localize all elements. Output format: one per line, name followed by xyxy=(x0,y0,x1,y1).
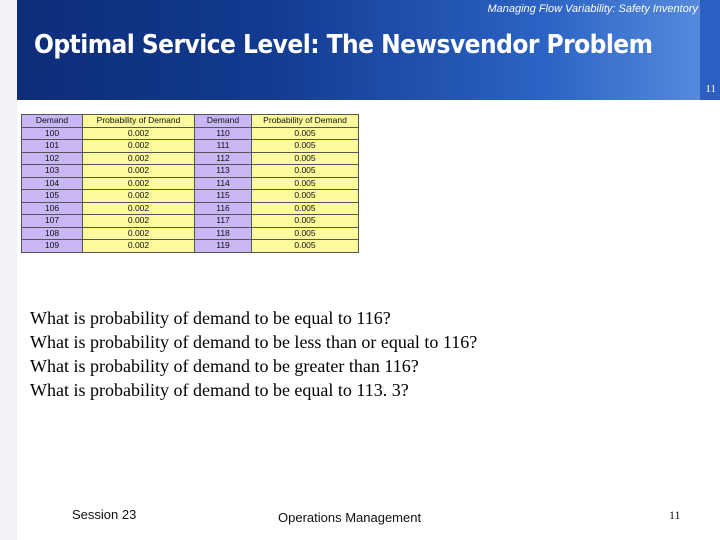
question-item: What is probability of demand to be greater than 116? xyxy=(30,356,419,376)
demand-cell: 101 xyxy=(22,140,83,153)
probability-cell: 0.005 xyxy=(252,227,359,240)
demand-cell: 118 xyxy=(195,227,252,240)
demand-cell: 115 xyxy=(195,190,252,203)
probability-cell: 0.002 xyxy=(83,190,195,203)
probability-cell: 0.002 xyxy=(83,152,195,165)
probability-cell: 0.005 xyxy=(252,177,359,190)
table-row xyxy=(22,177,359,190)
header-probability-2: Probability of Demand xyxy=(252,115,359,128)
question-item: What is probability of demand to be equal to 116? xyxy=(30,308,391,328)
demand-cell: 108 xyxy=(22,227,83,240)
table-row xyxy=(22,140,359,153)
probability-cell: 0.002 xyxy=(83,127,195,140)
table-header-row xyxy=(22,115,359,128)
demand-cell: 113 xyxy=(195,165,252,178)
demand-cell: 117 xyxy=(195,215,252,228)
demand-cell: 103 xyxy=(22,165,83,178)
probability-cell: 0.005 xyxy=(252,215,359,228)
demand-cell: 106 xyxy=(22,202,83,215)
demand-cell: 104 xyxy=(22,177,83,190)
header-slide-number: 11 xyxy=(705,83,716,95)
question-item: What is probability of demand to be less than or equal to 116? xyxy=(30,332,478,352)
demand-cell: 112 xyxy=(195,152,252,165)
demand-cell: 119 xyxy=(195,240,252,253)
probability-cell: 0.005 xyxy=(252,127,359,140)
demand-cell: 105 xyxy=(22,190,83,203)
header-demand-2: Demand xyxy=(195,115,252,128)
table-row xyxy=(22,202,359,215)
demand-cell: 102 xyxy=(22,152,83,165)
probability-cell: 0.005 xyxy=(252,202,359,215)
probability-cell: 0.002 xyxy=(83,240,195,253)
footer-page-number: 11 xyxy=(669,508,681,522)
footer-course: Operations Management xyxy=(278,510,422,525)
demand-cell: 107 xyxy=(22,215,83,228)
table-row xyxy=(22,127,359,140)
header-probability-1: Probability of Demand xyxy=(83,115,195,128)
probability-cell: 0.002 xyxy=(83,215,195,228)
slide-title: Optimal Service Level: The Newsvendor Problem xyxy=(34,30,653,60)
probability-cell: 0.002 xyxy=(83,202,195,215)
table-row xyxy=(22,215,359,228)
demand-cell: 111 xyxy=(195,140,252,153)
probability-cell: 0.005 xyxy=(252,152,359,165)
table-row xyxy=(22,152,359,165)
left-margin-strip xyxy=(0,0,17,540)
demand-cell: 116 xyxy=(195,202,252,215)
probability-cell: 0.002 xyxy=(83,140,195,153)
table-row xyxy=(22,165,359,178)
demand-cell: 114 xyxy=(195,177,252,190)
probability-cell: 0.002 xyxy=(83,177,195,190)
question-list xyxy=(30,306,477,402)
probability-cell: 0.002 xyxy=(83,165,195,178)
demand-cell: 109 xyxy=(22,240,83,253)
table-row xyxy=(22,240,359,253)
probability-cell: 0.005 xyxy=(252,190,359,203)
table-row xyxy=(22,227,359,240)
header-demand-1: Demand xyxy=(22,115,83,128)
footer-session: Session 23 xyxy=(72,507,137,522)
probability-cell: 0.005 xyxy=(252,140,359,153)
probability-cell: 0.002 xyxy=(83,227,195,240)
header-subtitle: Managing Flow Variability: Safety Inventory xyxy=(487,3,698,15)
demand-cell: 100 xyxy=(22,127,83,140)
probability-cell: 0.005 xyxy=(252,165,359,178)
demand-cell: 110 xyxy=(195,127,252,140)
demand-probability-table xyxy=(21,114,359,253)
question-item: What is probability of demand to be equal to 113. 3? xyxy=(30,380,409,400)
table-row xyxy=(22,190,359,203)
probability-cell: 0.005 xyxy=(252,240,359,253)
